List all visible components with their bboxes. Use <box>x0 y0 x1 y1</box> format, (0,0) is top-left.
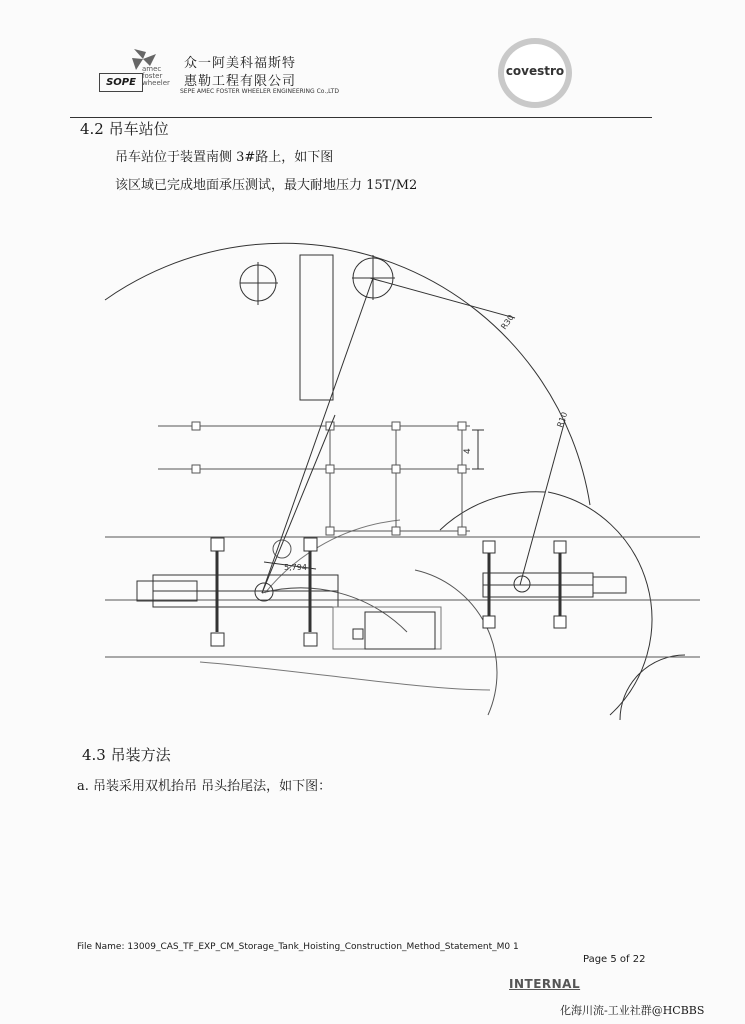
section-4-3-line1: a. 吊装采用双机抬吊 吊头抬尾法，如下图： <box>77 779 332 794</box>
company-name-cn-line1: 众一阿美科福斯特 <box>184 56 297 71</box>
section-4-2-line2: 该区域已完成地面承压测试，最大耐地压力 15T/M2 <box>115 178 418 193</box>
footer-file-name: File Name: 13009_CAS_TF_EXP_CM_Storage_Tank_Hoisting_Construction_Method_Statement_M0 1 <box>77 942 519 952</box>
company-name-cn-line2: 惠勒工程有限公司 <box>184 74 297 89</box>
radius-30-arc <box>105 243 590 505</box>
company-name-en: SEPE AMEC FOSTER WHEELER ENGINEERING Co.,LTD <box>180 88 339 95</box>
covestro-logo-text: covestro <box>505 64 565 78</box>
label-radius-30: R30 <box>499 313 516 332</box>
label-spacing: 4 <box>463 448 473 454</box>
classification-label: INTERNAL <box>509 977 581 991</box>
label-distance: 5,794 <box>284 563 307 572</box>
section-4-3-heading: 4.3 吊装方法 <box>82 746 171 764</box>
sope-logo: SOPE <box>99 73 143 92</box>
footer-page-number: Page 5 of 22 <box>583 954 646 965</box>
watermark-text: 化海川流-工业社群@HCBBS <box>560 1004 705 1017</box>
label-radius-10: R10 <box>555 410 570 429</box>
section-4-2-heading: 4.2 吊车站位 <box>80 120 169 138</box>
amec-wordmark: amec foster wheeler <box>142 65 170 87</box>
radius-10-arc <box>440 492 545 530</box>
section-4-2-line1: 吊车站位于装置南侧 3#路上，如下图 <box>115 150 334 165</box>
